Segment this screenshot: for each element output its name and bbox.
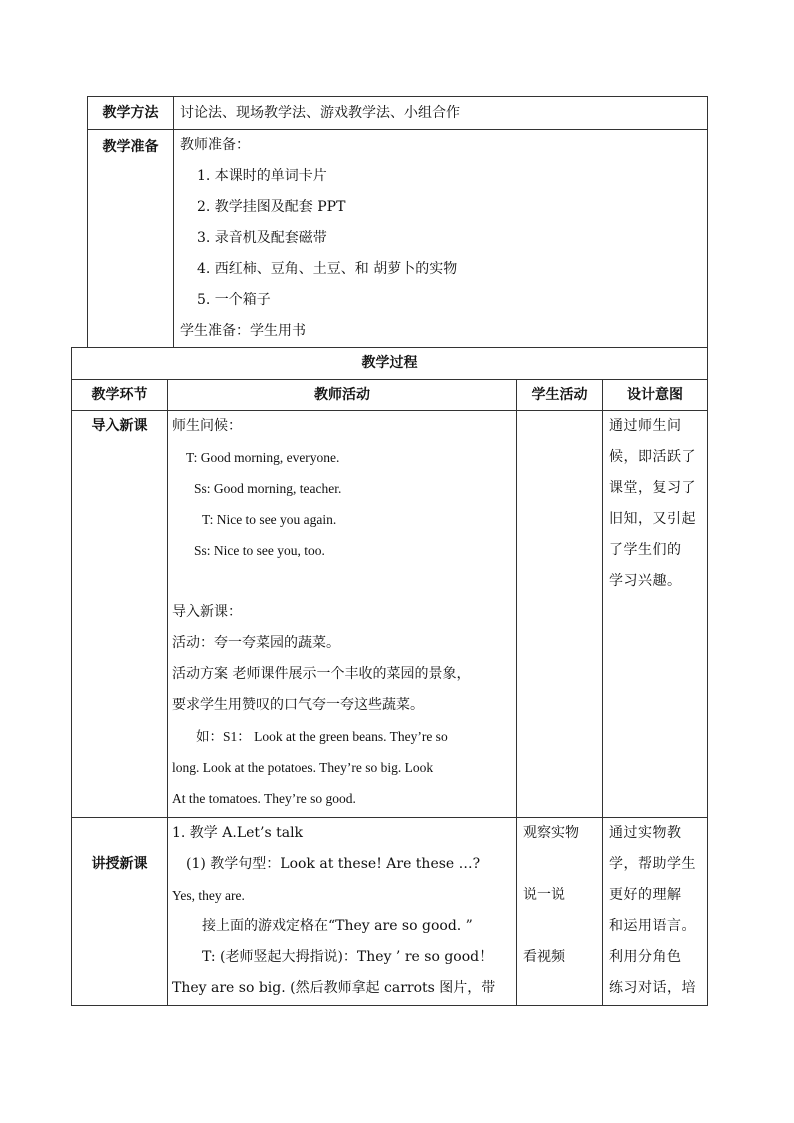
teacher-activity-intro [168, 411, 517, 818]
student-activity-new [517, 818, 603, 1006]
purpose-line: 练习对话，培 [609, 980, 696, 996]
prep-item: 5. 一个箱子 [197, 292, 271, 308]
teacher-line: 要求学生用赞叹的口气夸一夸这些蔬菜。 [172, 697, 424, 713]
student-line [523, 849, 602, 880]
prep-item: 1. 本课时的单词卡片 [197, 168, 327, 184]
prep-label: 教学准备 [88, 130, 174, 348]
process-table [71, 347, 708, 1006]
prep-content [174, 130, 708, 348]
teacher-line: T: Nice to see you again. [202, 512, 337, 527]
prep-row [88, 130, 708, 348]
student-line: 观察实物 [523, 825, 579, 841]
purpose-line: 课堂，复习了 [609, 480, 696, 496]
purpose-line: 和运用语言。 [609, 918, 696, 934]
purpose-line: 通过实物教 [609, 825, 682, 841]
purpose-line: 学，帮助学生 [609, 856, 696, 872]
purpose-new [603, 818, 708, 1006]
process-title-row [72, 348, 708, 380]
student-activity-intro [517, 411, 603, 818]
process-header-row [72, 380, 708, 411]
table-row [72, 411, 708, 818]
prep-item: 2. 教学挂图及配套 PPT [197, 199, 346, 215]
process-title: 教学过程 [72, 348, 708, 380]
teacher-line: (1) 教学句型：Look at these! Are these …? [186, 856, 481, 872]
purpose-line: 旧知，又引起 [609, 511, 696, 527]
method-value: 讨论法、现场教学法、游戏教学法、小组合作 [174, 97, 708, 130]
stage-intro: 导入新课 [72, 411, 168, 818]
teacher-line: long. Look at the potatoes. They’re so big. Look [172, 760, 434, 775]
prep-item: 4. 西红柿、豆角、土豆、和 胡萝卜的实物 [197, 261, 458, 277]
student-line [523, 911, 602, 942]
purpose-line: 学习兴趣。 [609, 573, 682, 589]
teacher-prep-heading: 教师准备： [180, 137, 250, 153]
header-teacher: 教师活动 [168, 380, 517, 411]
teacher-line: 活动：夸一夸菜园的蔬菜。 [172, 635, 340, 651]
stage-new-lesson: 讲授新课 [72, 818, 168, 1006]
teacher-line: Yes, they are. [172, 888, 245, 903]
teacher-line [172, 566, 516, 597]
teacher-line: Ss: Nice to see you, too. [194, 543, 325, 558]
teacher-line: At the tomatoes. They’re so good. [172, 791, 356, 806]
purpose-line: 候，即活跃了 [609, 449, 696, 465]
purpose-line: 更好的理解 [609, 887, 682, 903]
teacher-line: 活动方案 老师课件展示一个丰收的菜园的景象， [172, 666, 471, 682]
header-student: 学生活动 [517, 380, 603, 411]
teacher-line: 接上面的游戏定格在“They are so good. ” [202, 918, 473, 934]
student-line: 说一说 [523, 887, 565, 903]
teacher-line: 导入新课： [172, 604, 242, 620]
purpose-line: 利用分角色 [609, 949, 682, 965]
teacher-line: They are so big. (然后教师拿起 carrots 图片，带 [172, 980, 496, 996]
table-row [72, 818, 708, 1006]
prep-item: 3. 录音机及配套磁带 [197, 230, 327, 246]
method-row [88, 97, 708, 130]
teacher-line: T: (老师竖起大拇指说)：They ’ re so good！ [202, 949, 494, 965]
teacher-line: 如：S1： Look at the green beans. They’re so [196, 729, 448, 744]
header-purpose: 设计意图 [603, 380, 708, 411]
top-info-table [87, 96, 708, 348]
teacher-line: Ss: Good morning, teacher. [194, 481, 342, 496]
student-prep: 学生准备：学生用书 [180, 323, 306, 339]
purpose-line: 了学生们的 [609, 542, 682, 558]
teacher-activity-new [168, 818, 517, 1006]
purpose-intro [603, 411, 708, 818]
student-line: 看视频 [523, 949, 565, 965]
header-stage: 教学环节 [72, 380, 168, 411]
teacher-line: 师生问候： [172, 418, 242, 434]
method-label: 教学方法 [88, 97, 174, 130]
teacher-line: 1. 教学 A.Let’s talk [172, 825, 304, 841]
purpose-line: 通过师生问 [609, 418, 682, 434]
teacher-line: T: Good morning, everyone. [186, 450, 340, 465]
